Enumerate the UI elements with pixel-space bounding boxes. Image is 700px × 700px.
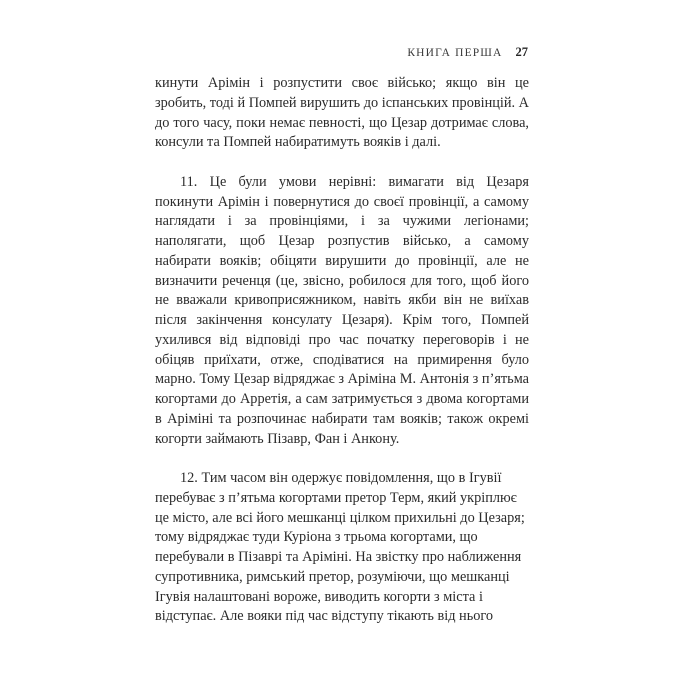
running-head-book-title: КНИГА ПЕРША (407, 47, 503, 59)
paragraph-12: 12. Тим часом він одержує повідомлення, що в Ігувії перебуває з п’ятьма когортами претор Терм, який укріплює це місто, але всі його мешканці цілком прихильні до Цезаря; тому відряджає туди Куріона з трьома когортами, що перебували в Пізаврі та Арімінi. На звістку про наближення супротивника, римський претор, розуміючи, що мешканці Ігувія налаштовані вороже, виводить когорти з міста і відступає. Але вояки під час відступу тікають від нього (155, 470, 525, 625)
paragraph-11: 11. Це були умови нерівні: вимагати від Цезаря покинути Арімін і повернутися до своєї провінції, а самому наглядати і за провінціями, і за чужими легіонами; наполягати, щоб Цезар розпустив військо, а самому набирати вояків; обіцяти вирушити до провінції, але не визначити реченця (це, звісно, робилося для того, щоб його не вважали кривоприсяжником, навіть якби він не виїхав після закінчення консулату Цезаря). Крім того, Помпей ухилився від відповіді про час початку переговорів і не обіцяв приїхати, отже, сподіватися на примирення було марно. Тому Цезар відряджає з Арімінa М. Антонія з п’ятьма когортами до Арретія, а сам затримується з двома когортами в Арімінi та розпочинає набирати там вояків; також окремі когорти займають Пізавр, Фан і Анкону. (155, 173, 529, 447)
page-number: 27 (515, 45, 528, 59)
paragraph-continuation: кинути Арімін і розпустити своє військо; якщо він це зробить, тоді й Помпей вирушить до іспанських провінцій. А до того часу, поки немає певності, що Цезар дотримає слова, консули та Помпей набиратимуть вояків і далі. (155, 75, 529, 151)
running-head (155, 45, 528, 63)
body-text-block (155, 74, 529, 627)
